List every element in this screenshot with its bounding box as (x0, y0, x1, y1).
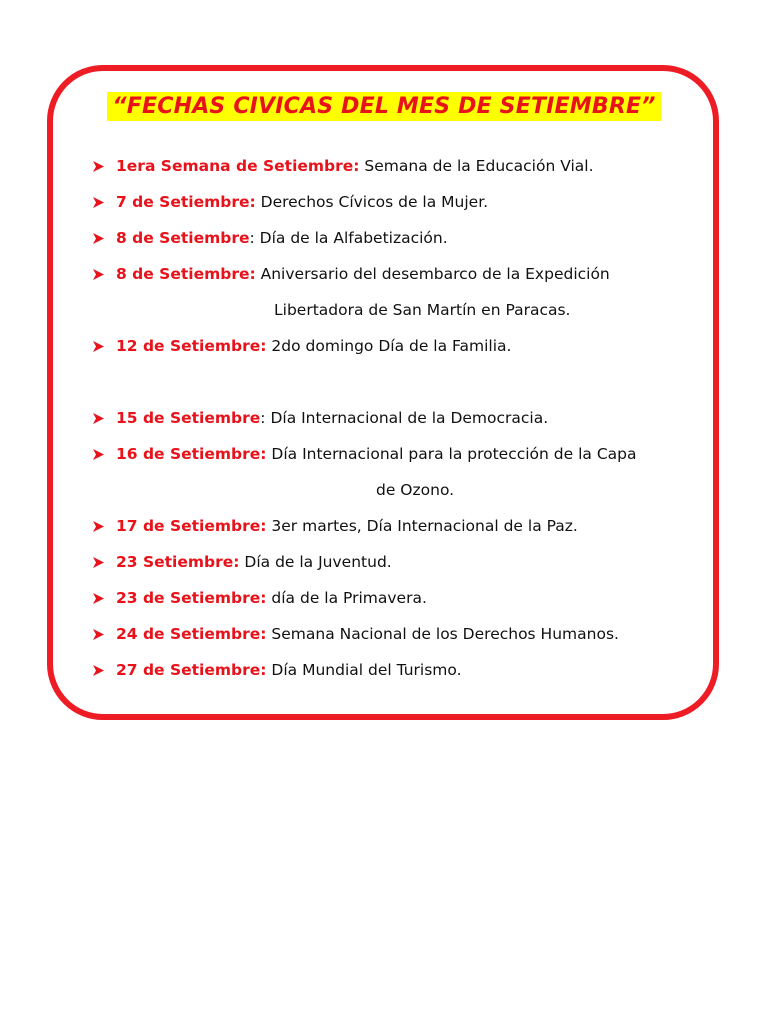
item-date: 8 de Setiembre: (116, 265, 256, 283)
arrowhead-bullet-icon (92, 448, 105, 461)
arrowhead-bullet-icon (92, 664, 105, 677)
item-text: 3er martes, Día Internacional de la Paz. (266, 517, 578, 535)
list-item (92, 184, 692, 220)
item-text: día de la Primavera. (266, 589, 427, 607)
item-date: 27 de Setiembre: (116, 661, 267, 679)
list-item (92, 508, 692, 544)
arrowhead-bullet-icon (92, 268, 105, 281)
list-item (92, 544, 692, 580)
arrowhead-bullet-icon (92, 196, 105, 209)
item-date: 8 de Setiembre (116, 229, 250, 247)
item-date: 23 Setiembre: (116, 553, 240, 571)
item-text: 2do domingo Día de la Familia. (266, 337, 512, 355)
item-date: 1era Semana de Setiembre: (116, 157, 360, 175)
list-item (92, 616, 692, 652)
arrowhead-bullet-icon (92, 340, 105, 353)
item-text: Día Mundial del Turismo. (266, 661, 462, 679)
item-text-continuation: de Ozono. (376, 481, 455, 499)
item-text: : Día de la Alfabetización. (249, 229, 448, 247)
item-text: Derechos Cívicos de la Mujer. (255, 193, 489, 211)
arrowhead-bullet-icon (92, 412, 105, 425)
list-item (92, 436, 692, 508)
list-item (92, 400, 692, 436)
item-text-continuation: Libertadora de San Martín en Paracas. (274, 301, 571, 319)
civic-dates-list (92, 148, 692, 688)
item-date: 12 de Setiembre: (116, 337, 267, 355)
page-title: “FECHAS CIVICAS DEL MES DE SETIEMBRE” (107, 92, 660, 121)
list-item (92, 328, 692, 364)
list-item (92, 256, 692, 328)
item-date: 23 de Setiembre: (116, 589, 267, 607)
arrowhead-bullet-icon (92, 232, 105, 245)
list-item (92, 220, 692, 256)
item-text: Aniversario del desembarco de la Expedición (255, 265, 610, 283)
list-item (92, 580, 692, 616)
item-text: Día de la Juventud. (239, 553, 392, 571)
item-text: : Día Internacional de la Democracia. (260, 409, 549, 427)
arrowhead-bullet-icon (92, 520, 105, 533)
item-text: Día Internacional para la protección de la Capa (266, 445, 637, 463)
item-text: Semana Nacional de los Derechos Humanos. (266, 625, 619, 643)
arrowhead-bullet-icon (92, 592, 105, 605)
list-spacer (92, 364, 692, 400)
item-text: Semana de la Educación Vial. (359, 157, 594, 175)
list-item (92, 652, 692, 688)
item-date: 24 de Setiembre: (116, 625, 267, 643)
arrowhead-bullet-icon (92, 160, 105, 173)
item-date: 17 de Setiembre: (116, 517, 267, 535)
item-date: 15 de Setiembre (116, 409, 261, 427)
arrowhead-bullet-icon (92, 556, 105, 569)
item-date: 16 de Setiembre: (116, 445, 267, 463)
list-item (92, 148, 692, 184)
title-container (0, 92, 768, 121)
item-date: 7 de Setiembre: (116, 193, 256, 211)
arrowhead-bullet-icon (92, 628, 105, 641)
